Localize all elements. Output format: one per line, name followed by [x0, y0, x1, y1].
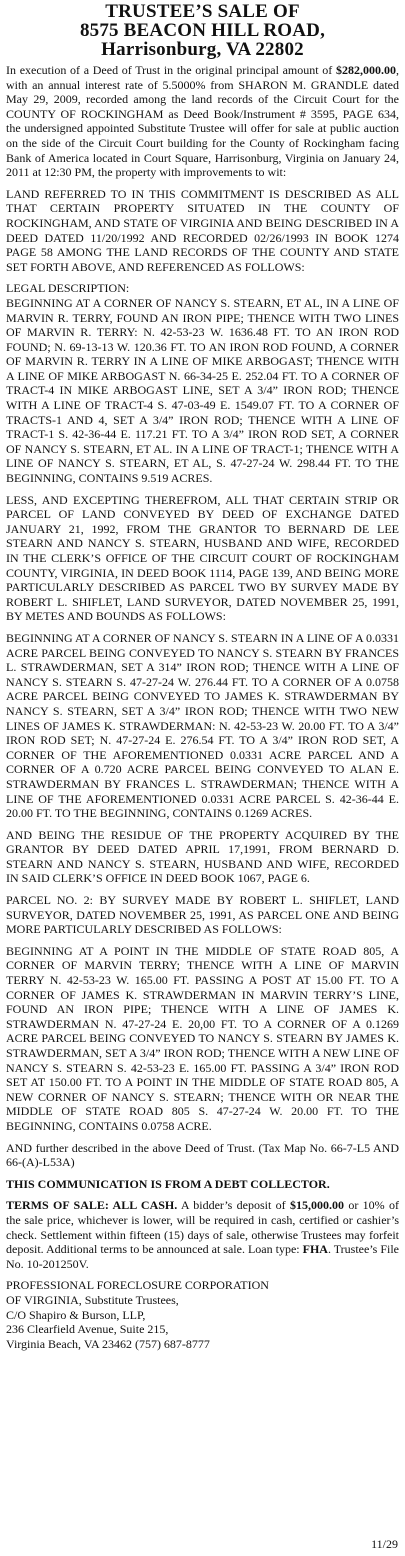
debt-collector-notice: [6, 1177, 399, 1192]
beginning-road-paragraph: BEGINNING AT A POINT IN THE MIDDLE OF STATE ROAD 805, A CORNER OF MARVIN TERRY; THENCE WITH A LINE OF MARVIN TERRY N. 42-53-23 W. 165.00 FT. PASSING A POST AT 15.00 FT. TO A CORNER OF JAMES K. STRAWDERMAN IN MARVIN TERRY’S LINE, FOUND AN IRON PIPE; THENCE WITH A LINE OF JAMES K. STRAWDERMAN N. 47-27-24 E. 20,00 FT. TO A CORNER OF A 0.1269 ACRE PARCEL BEING CONVEYED TO NANCY S. STEARN BY JAMES K. STRAWDERMAN, SET A 3/4” IRON ROD; THENCE WITH A NEW LINE OF NANCY S. STEARN S. 42-53-23 E. 165.00 FT. PASSING A 3/4” IRON ROD SET AT 150.00 FT. TO A POINT IN THE MIDDLE OF STATE ROAD 805, A NEW CORNER OF NANCY S. STEARN; THENCE WITH OR NEAR THE MIDDLE OF STATE ROAD 805 S. 47-27-24 W. 20.00 FT. TO THE BEGINNING, CONTAINS 0.0758 ACRE.: [6, 943, 399, 1133]
trustee-address-block: [6, 1278, 399, 1351]
residue-paragraph: AND BEING THE RESIDUE OF THE PROPERTY ACQUIRED BY THE GRANTOR BY DEED DATED APRIL 17,1991, FROM BERNARD D. STEARN AND NANCY S. STEARN, HUSBAND AND WIFE, RECORDED IN SAID CLERK’S OFFICE IN DEED BOOK 1067, PAGE 6.: [6, 827, 399, 886]
less-excepting-paragraph: LESS, AND EXCEPTING THEREFROM, ALL THAT CERTAIN STRIP OR PARCEL OF LAND CONVEYED BY DEED OF EXCHANGE DATED JANUARY 21, 1992, FROM THE GRANTOR TO BERNARD DE LEE STEARN AND NANCY S. STEARN, HUSBAND AND WIFE, RECORDED IN THE CLERK’S OFFICE OF THE CIRCUIT COURT OF ROCKINGHAM COUNTY, VIRGINIA, IN DEED BOOK 1114, PAGE 139, AND BEING MORE PARTICULARLY DESCRIBED AS PARCEL TWO BY SURVEY MADE BY ROBERT L. SHIFLET, LAND SURVEYOR, DATED NOVEMBER 25, 1991, BY METES AND BOUNDS AS FOLLOWS:: [6, 492, 399, 624]
intro-text-2: , with an annual interest rate of 5.5000% from SHARON M. GRANDLE dated May 29, 2009, recorded among the land records of the Circuit Court for the COUNTY OF ROCKINGHAM as Deed Book/Instrument # 3595, PAGE 634, the undersigned appointed Substitute Trustee will offer for sale at public auction on the side of the Circuit Court building for the County of Rockingham facing Bank of America located in Court Square, Harrisonburg, Virginia on January 24, 2011 at 12:30 PM, the property with improvements to wit:: [6, 63, 399, 180]
intro-text-1: In execution of a Deed of Trust in the original principal amount of: [6, 63, 336, 77]
address-line-4: 236 Clearfield Avenue, Suite 215,: [6, 1322, 169, 1337]
further-described-paragraph: AND further described in the above Deed of Trust. (Tax Map No. 66-7-L5 AND 66-(A)-L53A): [6, 1140, 399, 1170]
terms-text-1: A bidder’s deposit of: [177, 1198, 291, 1213]
property-street: 8575 BEACON HILL ROAD,: [79, 20, 326, 41]
parcel-two-paragraph: PARCEL NO. 2: BY SURVEY MADE BY ROBERT L. SHIFLET, LAND SURVEYOR, DATED NOVEMBER 25, 1991, AS PARCEL ONE AND BEING MORE PARTICULARLY DESCRIBED AS FOLLOWS:: [6, 893, 399, 937]
principal-amount: $282,000.00: [336, 63, 396, 77]
notice-title: TRUSTEE’S SALE OF: [105, 1, 300, 22]
terms-text-2: or 10% of the sale price, whichever is lower, will be required in cash, certified or cashier’s check. Settlement within fifteen (15) days of sale, otherwise Trustees may forfeit deposit. Additional terms to be announced at sale. Loan type:: [6, 1198, 399, 1257]
address-line-5: Virginia Beach, VA 23462 (757) 687-8777: [6, 1336, 210, 1351]
terms-text-3: . Trustee’s File No. 10-201250V.: [6, 1242, 399, 1271]
address-line-1: PROFESSIONAL FORECLOSURE CORPORATION: [6, 1278, 269, 1293]
terms-paragraph: [6, 1198, 399, 1271]
intro-paragraph: [6, 63, 399, 180]
loan-type: FHA: [302, 1242, 328, 1257]
land-referred-paragraph: LAND REFERRED TO IN THIS COMMITMENT IS DESCRIBED AS ALL THAT CERTAIN PROPERTY SITUATED IN THE COUNTY OF ROCKINGHAM, AND STATE OF VIRGINIA AND BEING DESCRIBED IN A DEED DATED 11/20/1992 AND RECORDED 02/26/1993 IN BOOK 1274 PAGE 58 AMONG THE LAND RECORDS OF THE COUNTY AND STATE SET FORTH ABOVE, AND REFERENCED AS FOLLOWS:: [6, 186, 399, 274]
property-city: Harrisonburg, VA 22802: [101, 39, 304, 60]
address-line-3: C/O Shapiro & Burson, LLP,: [6, 1307, 146, 1322]
debt-collector-text: THIS COMMUNICATION IS FROM A DEBT COLLECTOR.: [6, 1176, 330, 1191]
terms-label: TERMS OF SALE: ALL CASH.: [6, 1198, 178, 1213]
address-line-2: OF VIRGINIA, Substitute Trustees,: [6, 1292, 179, 1307]
deposit-amount: $15,000.00: [290, 1198, 345, 1213]
publication-date: 11/29: [371, 1537, 398, 1551]
legal-description-body: BEGINNING AT A CORNER OF NANCY S. STEARN, ET AL, IN A LINE OF MARVIN R. TERRY, FOUND AN IRON PIPE; THENCE WITH TWO LINES OF MARVIN R. TERRY: N. 42-53-23 W. 1636.48 FT. TO AN IRON ROD FOUND; N. 69-13-13 W. 120.36 FT. TO AN IRON ROD FOUND, A CORNER OF MARVIN R. TERRY IN A LINE OF MIKE ARBOGAST; THENCE WITH A LINE OF MIKE ARBOGAST N. 66-34-25 E. 252.04 FT. TO A CORNER OF TRACT-4 IN MIKE ARBOGAST LINE, SET A 3/4” IRON ROD; THENCE WITH A LINE OF TRACT-4 S. 47-03-49 E. 1549.07 FT. TO A CORNER OF TRACTS-1 AND 4, SET A 3/4” IRON ROD; THENCE WITH A LINE OF TRACT-1 S. 42-36-44 E. 117.21 FT. TO A 3/4” IRON ROD SET, A CORNER OF NANCY S. STEARN, ET AL. IN A LINE OF TRACT-1; THENCE WITH A LINE OF NANCY S. STEARN, ET AL, S. 47-27-24 W. 298.44 FT. TO THE BEGINNING, CONTAINS 9.519 ACRES.: [6, 295, 399, 486]
beginning-corner-paragraph: BEGINNING AT A CORNER OF NANCY S. STEARN IN A LINE OF A 0.0331 ACRE PARCEL BEING CONVEYED TO NANCY S. STEARN BY FRANCES L. STRAWDERMAN, SET A 314” IRON ROD; THENCE WITH A LINE OF NANCY S. STEARN S. 47-27-24 W. 276.44 FT. TO A CORNER OF A 0.0758 ACRE PARCEL BEING CONVEYED TO JAMES K. STRAWDERMAN BY NANCY S. STEARN, SET A 3/4” IRON ROD; THENCE WITH TWO NEW LINES OF JAMES K. STRAWDERMAN: N. 42-53-23 W. 20.00 FT. TO A 3/4” IRON ROD SET; N. 47-27-24 E. 276.54 FT. TO A 3/4” IRON ROD SET, A CORNER OF THE AFOREMENTIONED 0.0331 ACRE PARCEL AND A CORNER OF A 0.720 ACRE PARCEL BEING CONVEYED TO ALAN E. STRAWDERMAN BY FRANCES L. STRAWDERMAN; THENCE WITH A LINE OF THE AFOREMENTIONED 0.0331 ACRE PARCEL S. 42-36-44 E. 20.00 FT. TO THE BEGINNING, CONTAINS 0.1269 ACRES.: [6, 630, 399, 821]
legal-description-heading: LEGAL DESCRIPTION:: [6, 281, 130, 296]
